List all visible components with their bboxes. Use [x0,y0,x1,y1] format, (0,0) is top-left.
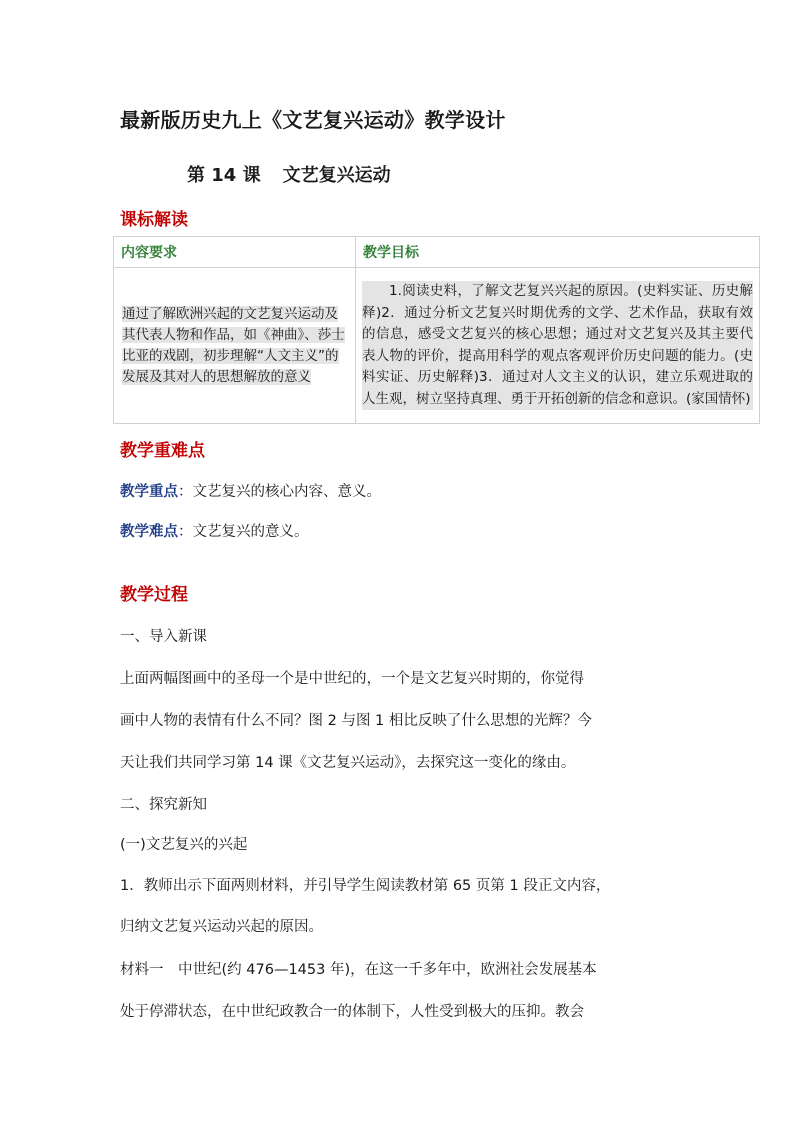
teaching-focus-label: 教学重点 [120,484,178,500]
teaching-difficulty [120,520,680,541]
process-heading: 教学过程 [120,585,188,605]
teaching-difficulty-label: 教学难点 [120,524,178,540]
process-line: 材料一 中世纪(约 476—1453 年)，在这一千多年中，欧洲社会发展基本 [120,962,597,978]
process-line: 处于停滞状态，在中世纪政教合一的体制下，人性受到极大的压抑。教会 [120,1004,584,1020]
process-line: 上面两幅图画中的圣母一个是中世纪的，一个是文艺复兴时期的，你觉得 [120,671,584,687]
process-line: (一)文艺复兴的兴起 [120,837,248,853]
table-header-row [114,237,760,268]
table-row [114,268,760,424]
lesson-name: 文艺复兴运动 [282,165,391,186]
document-title: 最新版历史九上《文艺复兴运动》教学设计 [120,108,506,132]
teaching-goals-cell [356,268,760,424]
process-line: 1．教师出示下面两则材料，并引导学生阅读教材第 65 页第 1 段正文内容， [120,878,611,894]
process-line: 一、导入新课 [120,629,207,645]
header-teaching-goals: 教学目标 [356,237,760,268]
teaching-difficulty-text: ：文艺复兴的意义。 [178,524,309,540]
process-line: 二、探究新知 [120,797,207,813]
key-points-heading: 教学重难点 [120,441,205,461]
lesson-number: 第 14 课 [187,165,261,186]
process-line: 归纳文艺复兴运动兴起的原因。 [120,919,323,935]
standards-heading: 课标解读 [120,210,188,230]
teaching-goals-text: 1.阅读史料，了解文艺复兴兴起的原因。(史料实证、历史解释)2．通过分析文艺复兴时期优秀的文学、艺术作品，获取有效的信息，感受文艺复兴的核心思想；通过对文艺复兴及其主要代表人物的评价，提高用科学的观点客观评价历史问题的能力。(史料实证、历史解释)3．通过对人文主义的认识，建立乐观进取的人生观，树立坚持真理、勇于开拓创新的信念和意识。(家国情怀) [362,281,753,410]
standards-table [113,236,760,424]
teaching-focus [120,480,680,501]
content-requirement-text: 通过了解欧洲兴起的文艺复兴运动及其代表人物和作品，如《神曲》、莎士比亚的戏剧，初步理解“人文主义”的发展及其对人的思想解放的意义 [122,305,345,385]
lesson-title [187,161,391,187]
process-line: 天让我们共同学习第 14 课《文艺复兴运动》，去探究这一变化的缘由。 [120,755,576,771]
process-line: 画中人物的表情有什么不同？图 2 与图 1 相比反映了什么思想的光辉？今 [120,713,592,729]
content-requirement-cell [114,268,356,424]
teaching-focus-text: ：文艺复兴的核心内容、意义。 [178,484,381,500]
header-content-requirement: 内容要求 [114,237,356,268]
